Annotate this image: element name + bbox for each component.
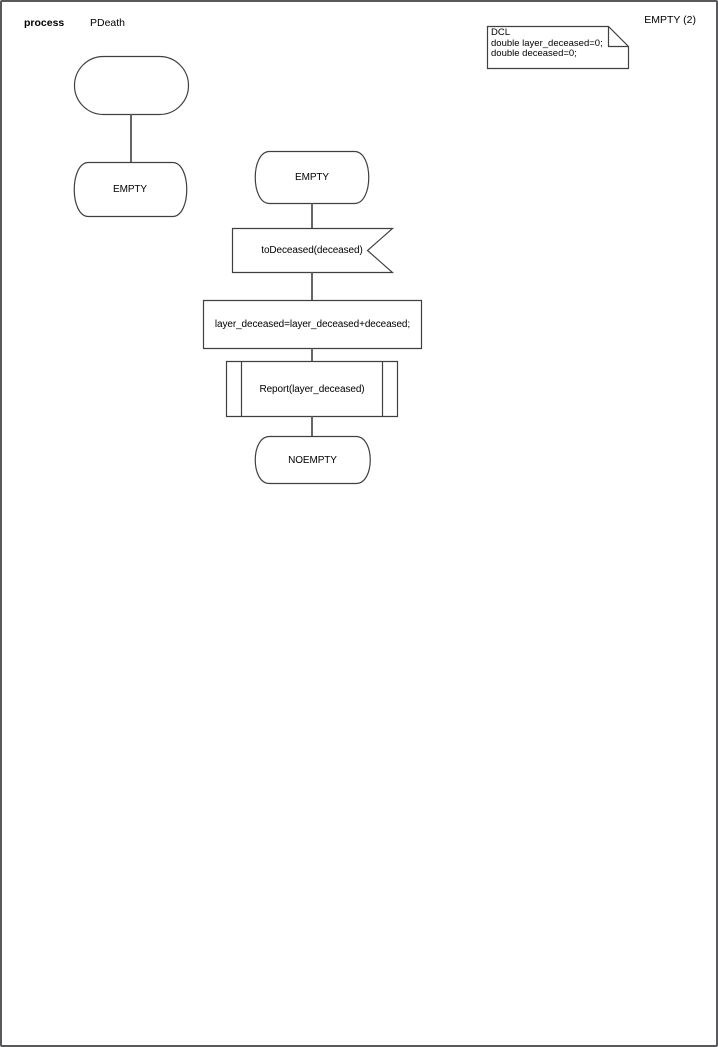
- declaration-line: double layer_deceased=0;: [491, 37, 603, 49]
- start-symbol[interactable]: [75, 57, 189, 115]
- input-signal-todeceased[interactable]: [233, 229, 393, 273]
- state-empty-left-label: EMPTY: [113, 184, 147, 195]
- state-empty-flow[interactable]: [255, 152, 369, 204]
- task-assignment[interactable]: [204, 301, 422, 349]
- declaration-line: DCL: [491, 27, 511, 38]
- state-noempty-label: NOEMPTY: [288, 454, 337, 466]
- state-noempty[interactable]: [255, 437, 370, 484]
- procedure-call-report[interactable]: [227, 362, 398, 417]
- state-empty-left[interactable]: [74, 163, 187, 217]
- task-assignment-label: layer_deceased=layer_deceased+deceased;: [214, 319, 411, 330]
- procedure-call-label: Report(layer_deceased): [259, 383, 365, 395]
- diagram-canvas: [2, 2, 718, 1047]
- state-empty-flow-label: EMPTY: [295, 172, 329, 183]
- declaration-note-symbol[interactable]: [488, 27, 629, 69]
- process-name-label: PDeath: [90, 17, 126, 29]
- process-kind-label: process: [24, 17, 65, 29]
- input-signal-label: toDeceased(deceased): [261, 245, 363, 256]
- page-number-label: EMPTY (2): [644, 14, 696, 26]
- declaration-line: double deceased=0;: [491, 48, 577, 59]
